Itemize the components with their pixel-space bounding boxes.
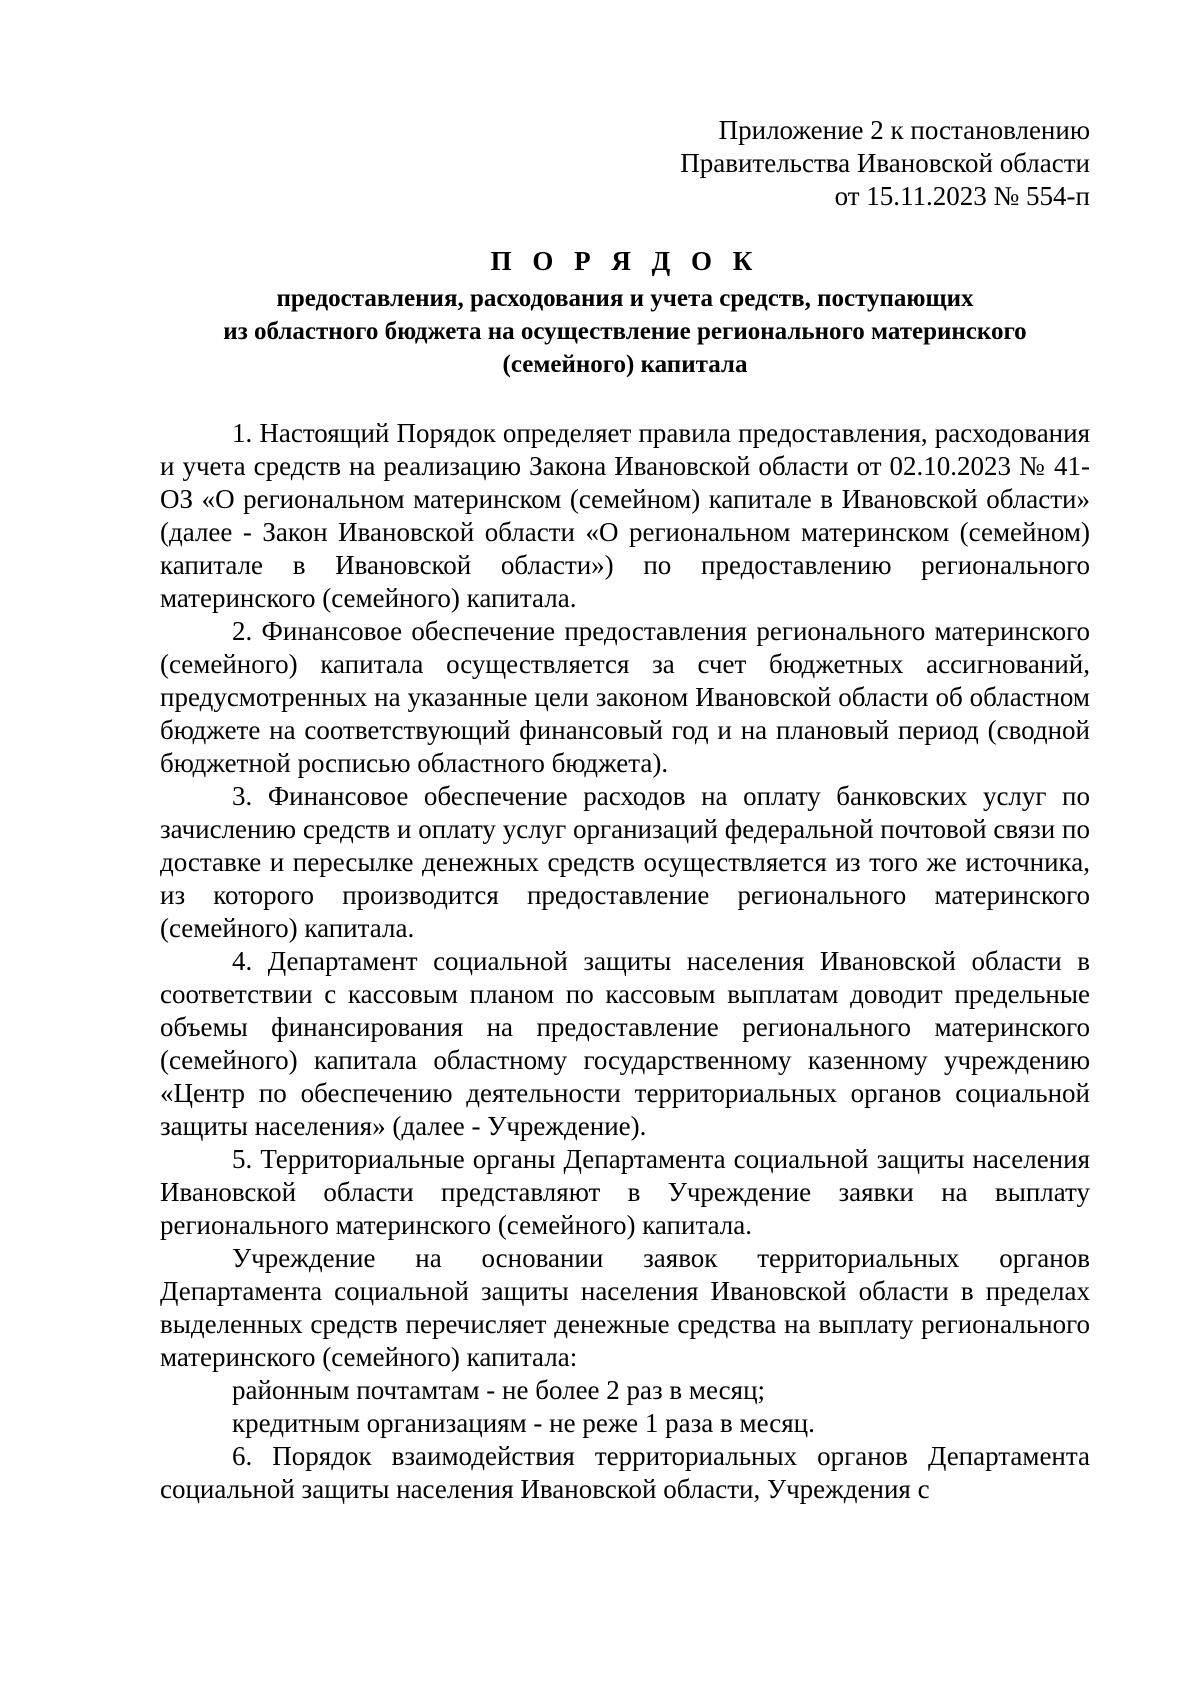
paragraph-2: 2. Финансовое обеспечение предоставления регионального материнского (семейного) капитала осуществляется за счет бюджетных ассигнований, предусмотренных на указанные цели законом Ивановской области об областном бюджете на соответствующий финансовый год и на плановый период (сводной бюджетной росписью областного бюджета). (160, 616, 1090, 778)
appendix-line-3: от 15.11.2023 № 554-п (834, 181, 1090, 211)
appendix-header (160, 114, 1090, 213)
subtitle-line-1: предоставления, расходования и учета средств, поступающих (276, 285, 974, 312)
paragraph-3: 3. Финансовое обеспечение расходов на оплату банковских услуг по зачислению средств и оплату услуг организаций федеральной почтовой связи по доставке и пересылке денежных средств осуществляется из того же источника, из которого производится предоставление регионального материнского (семейного) капитала. (160, 781, 1090, 943)
subtitle-line-3: (семейного) капитала (502, 351, 748, 378)
paragraph-6: 6. Порядок взаимодействия территориальных органов Департамента социальной защиты населения Ивановской области, Учреждения с (160, 1441, 1090, 1504)
appendix-line-1: Приложение 2 к постановлению (718, 115, 1090, 145)
paragraph-5-continued: Учреждение на основании заявок территориальных органов Департамента социальной защиты населения Ивановской области в пределах выделенных средств перечисляет денежные средства на выплату регионального материнского (семейного) капитала: (160, 1243, 1090, 1372)
list-item-post-offices: районным почтамтам - не более 2 раз в месяц; (232, 1375, 766, 1405)
document-subtitle (160, 282, 1090, 381)
list-item-credit-orgs: кредитным организациям - не реже 1 раза в месяц. (232, 1408, 815, 1438)
document-body (160, 417, 1090, 1506)
paragraph-5: 5. Территориальные органы Департамента социальной защиты населения Ивановской области представляют в Учреждение заявки на выплату регионального материнского (семейного) капитала. (160, 1144, 1090, 1240)
document-title: П О Р Я Д О К (490, 246, 760, 276)
paragraph-4: 4. Департамент социальной защиты населения Ивановской области в соответствии с кассовым планом по кассовым выплатам доводит предельные объемы финансирования на предоставление регионального материнского (семейного) капитала областному государственному казенному учреждению «Центр по обеспечению деятельности территориальных органов социальной защиты населения» (далее - Учреждение). (160, 946, 1090, 1141)
appendix-line-2: Правительства Ивановской области (680, 148, 1090, 178)
paragraph-1: 1. Настоящий Порядок определяет правила предоставления, расходования и учета средств на реализацию Закона Ивановской области от 02.10.2023 № 41-ОЗ «О региональном материнском (семейном) капитале в Ивановской области» (далее - Закон Ивановской области «О региональном материнском (семейном) капитале в Ивановской области») по предоставлению регионального материнского (семейного) капитала. (160, 418, 1090, 613)
subtitle-line-2: из областного бюджета на осуществление регионального материнского (223, 318, 1027, 345)
